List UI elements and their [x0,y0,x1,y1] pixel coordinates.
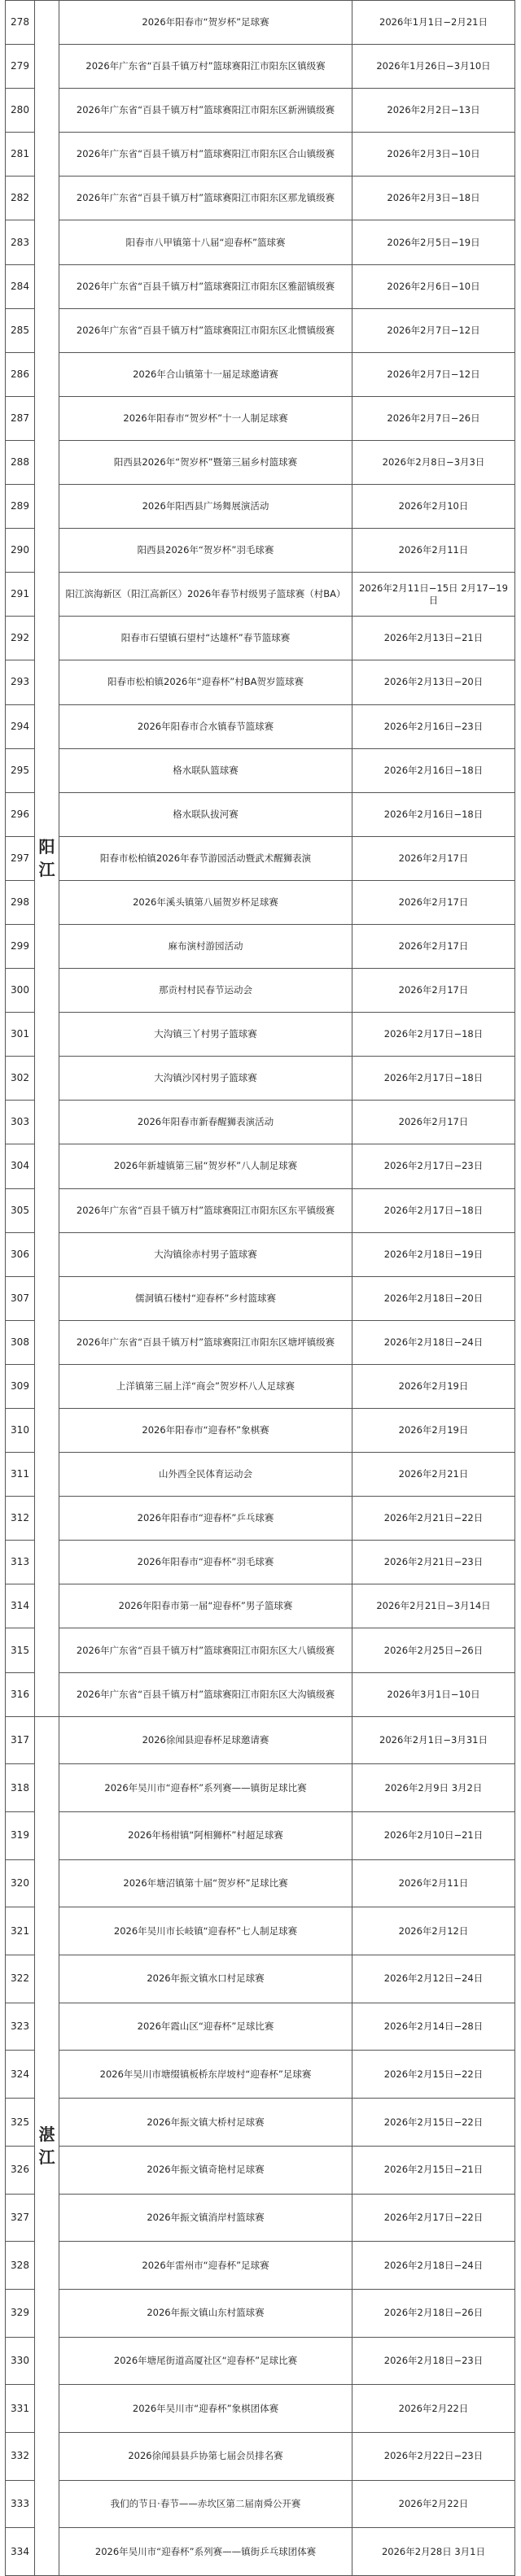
table-row [6,1144,515,1188]
event-date: 2026年2月18日−20日 [352,1276,515,1320]
event-date: 2026年2月15日−21日 [352,2146,515,2194]
event-name: 那贡村村民春节运动会 [59,969,352,1013]
event-date: 2026年2月22日−23日 [352,2432,515,2480]
event-name: 2026年振文镇水口村足球赛 [59,1955,352,2003]
table-row [6,45,515,89]
event-name: 大沟镇徐赤村男子篮球赛 [59,1232,352,1276]
row-number: 279 [6,45,35,89]
table-row [6,1859,515,1907]
table-row [6,1584,515,1628]
table-row [6,1541,515,1584]
event-date: 2026年2月8日−3月3日 [352,440,515,484]
table-row [6,89,515,133]
event-name: 2026年广东省“百县千镇万村”篮球赛阳江市阳东区北惯镇级赛 [59,308,352,352]
event-date: 2026年2月7日−12日 [352,308,515,352]
event-name: 2026年吴川市“迎春杯”系列赛——镇街乒乓球团体赛 [59,2528,352,2576]
event-date: 2026年2月25日−26日 [352,1628,515,1672]
row-number: 295 [6,748,35,792]
row-number: 285 [6,308,35,352]
table-row [6,969,515,1013]
table-row [6,2099,515,2147]
event-date: 2026年2月17日 [352,836,515,880]
row-number: 294 [6,704,35,748]
table-row [6,1497,515,1541]
event-date: 2026年2月17日−22日 [352,2194,515,2242]
event-name: 2026年广东省“百县千镇万村”篮球赛阳江市阳东区镇级赛 [59,45,352,89]
table-row [6,1453,515,1497]
event-name: 2026年合山镇第十一届足球邀请赛 [59,352,352,396]
row-number: 324 [6,2051,35,2099]
event-name: 2026年杨柑镇“阿相狮杯”村超足球赛 [59,1812,352,1860]
event-date: 2026年2月14日−28日 [352,2003,515,2051]
row-number: 325 [6,2099,35,2147]
event-date: 2026年2月22日 [352,2385,515,2433]
event-date: 2026年2月13日−20日 [352,660,515,704]
row-number: 321 [6,1907,35,1955]
row-number: 307 [6,1276,35,1320]
row-number: 320 [6,1859,35,1907]
event-date: 2026年2月17日 [352,969,515,1013]
table-row [6,1364,515,1408]
row-number: 296 [6,792,35,836]
event-date: 2026年2月21日−23日 [352,1541,515,1584]
table-row [6,1812,515,1860]
row-number: 289 [6,485,35,529]
event-date: 2026年2月1日−3月31日 [352,1716,515,1764]
table-row [6,1716,515,1764]
table-row [6,748,515,792]
event-date: 2026年2月17日 [352,880,515,924]
event-name: 2026年雷州市“迎春杯”足球赛 [59,2242,352,2290]
event-name: 2026年吴川市长岐镇“迎春杯”七人制足球赛 [59,1907,352,1955]
event-name: 2026年广东省“百县千镇万村”篮球赛阳江市阳东区雅韶镇级赛 [59,264,352,308]
event-date: 2026年2月11日 [352,1859,515,1907]
event-date: 2026年2月3日−10日 [352,133,515,177]
row-number: 288 [6,440,35,484]
event-date: 2026年2月9日 3月2日 [352,1764,515,1812]
table-row [6,1672,515,1716]
event-name: 2026年溪头镇第八届贺岁杯足球赛 [59,880,352,924]
event-name: 2026年广东省“百县千镇万村”篮球赛阳江市阳东区合山镇级赛 [59,133,352,177]
event-name: 山外西全民体育运动会 [59,1453,352,1497]
event-date: 2026年2月19日 [352,1364,515,1408]
event-name: 阳春市松柏镇2026年春节游园活动暨武术醒狮表演 [59,836,352,880]
table-row [6,1,515,45]
row-number: 330 [6,2337,35,2385]
event-name: 2026年广东省“百县千镇万村”篮球赛阳江市阳东区大八镇级赛 [59,1628,352,1672]
table-row [6,485,515,529]
event-date: 2026年2月12日 [352,1907,515,1955]
table-row [6,2480,515,2528]
event-date: 2026年2月21日−3月14日 [352,1584,515,1628]
table-row [6,924,515,968]
event-date: 2026年1月1日−2月21日 [352,1,515,45]
table-row [6,1057,515,1101]
event-name: 2026徐闻县迎春杯足球邀请赛 [59,1716,352,1764]
row-number: 306 [6,1232,35,1276]
events-table [5,0,515,2576]
event-name: 2026年阳春市“迎春杯”乒乓球赛 [59,1497,352,1541]
region-cell [35,1,59,1717]
event-date: 2026年2月16日−18日 [352,748,515,792]
row-number: 318 [6,1764,35,1812]
row-number: 313 [6,1541,35,1584]
event-date: 2026年2月16日−23日 [352,704,515,748]
event-date: 2026年2月18日−19日 [352,1232,515,1276]
event-name: 2026年广东省“百县千镇万村”篮球赛阳江市阳东区大沟镇级赛 [59,1672,352,1716]
event-name: 2026年吴川市“迎春杯”象棋团体赛 [59,2385,352,2433]
event-date: 2026年2月21日−22日 [352,1497,515,1541]
event-date: 2026年2月12日−24日 [352,1955,515,2003]
table-row [6,2289,515,2337]
event-date: 2026年2月28日 3月1日 [352,2528,515,2576]
event-name: 2026年吴川市塘缀镇板桥东岸坡村“迎春杯”足球赛 [59,2051,352,2099]
row-number: 281 [6,133,35,177]
row-number: 290 [6,529,35,573]
event-name: 大沟镇三丫村男子篮球赛 [59,1013,352,1057]
row-number: 303 [6,1101,35,1144]
event-date: 2026年2月18日−24日 [352,1320,515,1364]
table-row [6,1276,515,1320]
row-number: 332 [6,2432,35,2480]
event-date: 2026年2月10日−21日 [352,1812,515,1860]
row-number: 314 [6,1584,35,1628]
event-name: 2026年阳西县广场舞展演活动 [59,485,352,529]
event-date: 2026年2月11日 [352,529,515,573]
event-date: 2026年2月10日 [352,485,515,529]
table-row [6,440,515,484]
row-number: 293 [6,660,35,704]
table-row [6,1101,515,1144]
table-row [6,2003,515,2051]
event-date: 2026年2月18日−26日 [352,2289,515,2337]
table-row [6,1320,515,1364]
event-name: 我们的节日·春节——赤坎区第二届南舜公开赛 [59,2480,352,2528]
event-name: 2026年广东省“百县千镇万村”篮球赛阳江市阳东区塘坪镇级赛 [59,1320,352,1364]
row-number: 323 [6,2003,35,2051]
row-number: 280 [6,89,35,133]
row-number: 298 [6,880,35,924]
event-date: 2026年2月7日−26日 [352,396,515,440]
row-number: 284 [6,264,35,308]
event-name: 上洋镇第三届上洋“商会”贺岁杯八人足球赛 [59,1364,352,1408]
row-number: 286 [6,352,35,396]
event-date: 2026年2月2日−13日 [352,89,515,133]
row-number: 300 [6,969,35,1013]
table-row [6,1013,515,1057]
table-row [6,396,515,440]
event-date: 2026年3月1日−10日 [352,1672,515,1716]
event-date: 2026年2月17日 [352,924,515,968]
table-row [6,2528,515,2576]
table-row [6,836,515,880]
table-row [6,2385,515,2433]
event-date: 2026年2月17日−18日 [352,1013,515,1057]
region-label-char: 江 [38,860,55,880]
event-name: 2026年塘尾街道高厦社区“迎春杯”足球比赛 [59,2337,352,2385]
table-row [6,573,515,617]
table-row [6,880,515,924]
row-number: 278 [6,1,35,45]
event-name: 2026年振文镇大桥村足球赛 [59,2099,352,2147]
event-name: 2026年阳春市“迎春杯”象棋赛 [59,1409,352,1453]
event-date: 2026年2月3日−18日 [352,177,515,220]
event-date: 2026年2月7日−12日 [352,352,515,396]
region-label-char: 阳 [38,837,55,857]
event-name: 2026年塘沼镇第十届“贺岁杯”足球比赛 [59,1859,352,1907]
event-name: 2026年阳春市“贺岁杯”十一人制足球赛 [59,396,352,440]
table-row [6,660,515,704]
event-name: 2026年阳春市“迎春杯”羽毛球赛 [59,1541,352,1584]
event-date: 2026年2月17日−18日 [352,1057,515,1101]
event-date: 2026年2月17日−18日 [352,1188,515,1232]
event-date: 2026年2月18日−24日 [352,2242,515,2290]
table-row [6,617,515,660]
row-number: 297 [6,836,35,880]
table-row [6,704,515,748]
table-row [6,1907,515,1955]
event-name: 阳春市松柏镇2026年“迎春杯”村BA贺岁篮球赛 [59,660,352,704]
event-date: 2026年2月22日 [352,2480,515,2528]
event-name: 2026年吴川市“迎春杯”系列赛——镇街足球比赛 [59,1764,352,1812]
table-row [6,1764,515,1812]
table-row [6,1955,515,2003]
row-number: 291 [6,573,35,617]
event-name: 2026年广东省“百县千镇万村”篮球赛阳江市阳东区东平镇级赛 [59,1188,352,1232]
event-date: 2026年2月19日 [352,1409,515,1453]
table-row [6,529,515,573]
event-date: 2026年2月17日−23日 [352,1144,515,1188]
event-name: 阳西县2026年“贺岁杯”羽毛球赛 [59,529,352,573]
event-name: 2026年阳春市“贺岁杯”足球赛 [59,1,352,45]
event-date: 2026年2月17日 [352,1101,515,1144]
table-row [6,352,515,396]
event-date: 2026年2月11日−15日 2月17−19日 [352,573,515,617]
event-name: 儒洞镇石楼村“迎春杯”乡村篮球赛 [59,1276,352,1320]
row-number: 292 [6,617,35,660]
row-number: 309 [6,1364,35,1408]
event-name: 格水联队篮球赛 [59,748,352,792]
event-date: 2026年2月15日−22日 [352,2099,515,2147]
row-number: 301 [6,1013,35,1057]
table-row [6,2337,515,2385]
row-number: 331 [6,2385,35,2433]
event-name: 阳西县2026年“贺岁杯”暨第三届乡村篮球赛 [59,440,352,484]
table-row [6,2146,515,2194]
event-date: 2026年2月15日−22日 [352,2051,515,2099]
row-number: 308 [6,1320,35,1364]
row-number: 319 [6,1812,35,1860]
row-number: 312 [6,1497,35,1541]
row-number: 328 [6,2242,35,2290]
row-number: 317 [6,1716,35,1764]
event-name: 2026年阳春市新春醒狮表演活动 [59,1101,352,1144]
row-number: 283 [6,220,35,264]
event-date: 2026年2月5日−19日 [352,220,515,264]
event-name: 2026年霞山区“迎春杯”足球比赛 [59,2003,352,2051]
table-row [6,1628,515,1672]
table-row [6,2432,515,2480]
table-row [6,133,515,177]
event-name: 阳江滨海新区（阳江高新区）2026年春节村级男子篮球赛（村BA） [59,573,352,617]
table-row [6,792,515,836]
event-date: 2026年2月16日−18日 [352,792,515,836]
row-number: 282 [6,177,35,220]
row-number: 311 [6,1453,35,1497]
table-row [6,220,515,264]
row-number: 327 [6,2194,35,2242]
event-date: 2026年2月13日−21日 [352,617,515,660]
event-name: 2026年广东省“百县千镇万村”篮球赛阳江市阳东区那龙镇级赛 [59,177,352,220]
region-label-char: 江 [38,2147,55,2168]
event-name: 麻布演村游园活动 [59,924,352,968]
row-number: 322 [6,1955,35,2003]
event-name: 2026年阳春市合水镇春节篮球赛 [59,704,352,748]
event-name: 2026年振文镇奇艳村足球赛 [59,2146,352,2194]
event-name: 2026年振文镇山东村篮球赛 [59,2289,352,2337]
event-name: 2026年新墟镇第三届“贺岁杯”八人制足球赛 [59,1144,352,1188]
event-name: 2026年阳春市第一届“迎春杯”男子篮球赛 [59,1584,352,1628]
event-name: 阳春市八甲镇第十八届“迎春杯”篮球赛 [59,220,352,264]
row-number: 287 [6,396,35,440]
row-number: 315 [6,1628,35,1672]
row-number: 305 [6,1188,35,1232]
row-number: 333 [6,2480,35,2528]
table-row [6,2194,515,2242]
event-name: 2026徐闻县县乒协第七届会员排名赛 [59,2432,352,2480]
event-name: 阳春市石望镇石望村“达雄杯”春节篮球赛 [59,617,352,660]
table-row [6,2242,515,2290]
event-date: 2026年2月18日−23日 [352,2337,515,2385]
event-name: 格水联队拔河赛 [59,792,352,836]
row-number: 316 [6,1672,35,1716]
row-number: 334 [6,2528,35,2576]
event-date: 2026年2月21日 [352,1453,515,1497]
event-name: 大沟镇沙冈村男子篮球赛 [59,1057,352,1101]
table-row [6,308,515,352]
region-label-char: 湛 [38,2125,55,2145]
table-row [6,1232,515,1276]
event-date: 2026年2月6日−10日 [352,264,515,308]
event-date: 2026年1月26日−3月10日 [352,45,515,89]
row-number: 326 [6,2146,35,2194]
row-number: 299 [6,924,35,968]
table-row [6,1188,515,1232]
event-name: 2026年广东省“百县千镇万村”篮球赛阳江市阳东区新洲镇级赛 [59,89,352,133]
row-number: 329 [6,2289,35,2337]
event-name: 2026年振文镇消岸村篮球赛 [59,2194,352,2242]
table-row [6,2051,515,2099]
row-number: 310 [6,1409,35,1453]
table-row [6,264,515,308]
row-number: 302 [6,1057,35,1101]
table-row [6,1409,515,1453]
table-row [6,177,515,220]
row-number: 304 [6,1144,35,1188]
region-cell [35,1716,59,2575]
